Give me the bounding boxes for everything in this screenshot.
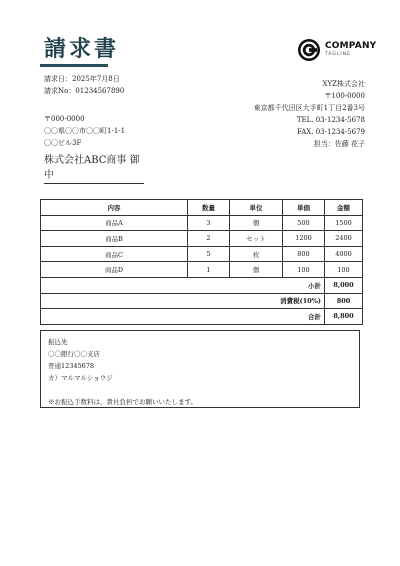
cell-unit: セット [230,231,283,247]
recipient-address-line2: 〇〇ビル3F [44,139,82,147]
logo-mark-icon [298,39,320,61]
total-value: 8,800 [325,309,363,325]
page-title: 請求書 [44,36,120,62]
invoice-date: 請求日：2025年7月8日 [44,75,120,83]
subtotal-value: 8,000 [325,277,363,293]
fee-note: ※お振込手数料は、貴社負担でお願いいたします。 [48,398,197,406]
issuer-tel: TEL. 03-1234-5678 [296,116,365,124]
cell-quantity: 1 [188,262,230,278]
tax-label: 消費税(10%) [41,293,325,309]
issuer-fax: FAX. 03-1234-5679 [296,128,365,136]
remarks-spacer [48,384,352,396]
header-description: 内容 [41,200,188,216]
cell-amount: 4000 [325,246,363,262]
account-holder: カ）マルマルショウジ [48,374,113,382]
header-unit: 単位 [230,200,283,216]
recipient-postal: 〒000-0000 [44,115,85,123]
cell-description: 商品B [41,231,188,247]
remarks-heading: 振込先 [48,338,68,346]
logo-tagline: TAGLINE [325,52,351,57]
recipient-name: 株式会社ABC商事 御中 [44,151,144,184]
issuer-contact: 担当：佐藤 花子 [313,140,365,148]
cell-description: 商品A [41,215,188,231]
header-quantity: 数量 [188,200,230,216]
invoice-meta [44,73,124,97]
tax-row [41,293,363,309]
issuer-company: XYZ株式会社 [322,80,365,88]
company-logo [298,39,377,63]
cell-unit: 個 [230,262,283,278]
bank-name: 〇〇銀行〇〇支店 [48,350,100,358]
title-underline [40,64,108,67]
table-row [41,262,363,278]
table-row [41,215,363,231]
cell-amount: 2400 [325,231,363,247]
total-row [41,309,363,325]
cell-description: 商品C [41,246,188,262]
table-header-row [41,200,363,216]
issuer-address: 東京都千代田区大手町1丁目2番3号 [253,104,365,112]
logo-name: COMPANY [325,41,377,51]
cell-amount: 1500 [325,215,363,231]
cell-amount: 100 [325,262,363,278]
header-amount: 金額 [325,200,363,216]
cell-unit-price: 1200 [283,231,325,247]
cell-quantity: 5 [188,246,230,262]
cell-unit: 個 [230,215,283,231]
cell-unit-price: 800 [283,246,325,262]
table-row [41,246,363,262]
subtotal-label: 小計 [41,277,325,293]
header-unit-price: 単価 [283,200,325,216]
recipient-address-line1: 〇〇県〇〇市〇〇町1-1-1 [44,127,126,135]
subtotal-row [41,277,363,293]
issuer-info [254,78,365,150]
account-number: 普通12345678 [48,362,95,370]
total-label: 合計 [41,309,325,325]
cell-unit-price: 500 [283,215,325,231]
issuer-postal: 〒100-0000 [324,92,365,100]
invoice-number: 請求No：01234567890 [44,87,125,95]
table-row [41,231,363,247]
cell-unit: 枚 [230,246,283,262]
remarks-box [40,330,360,408]
cell-quantity: 2 [188,231,230,247]
cell-description: 商品D [41,262,188,278]
tax-value: 800 [325,293,363,309]
recipient-address [44,113,125,149]
cell-quantity: 3 [188,215,230,231]
cell-unit-price: 100 [283,262,325,278]
invoice-table [40,199,363,325]
